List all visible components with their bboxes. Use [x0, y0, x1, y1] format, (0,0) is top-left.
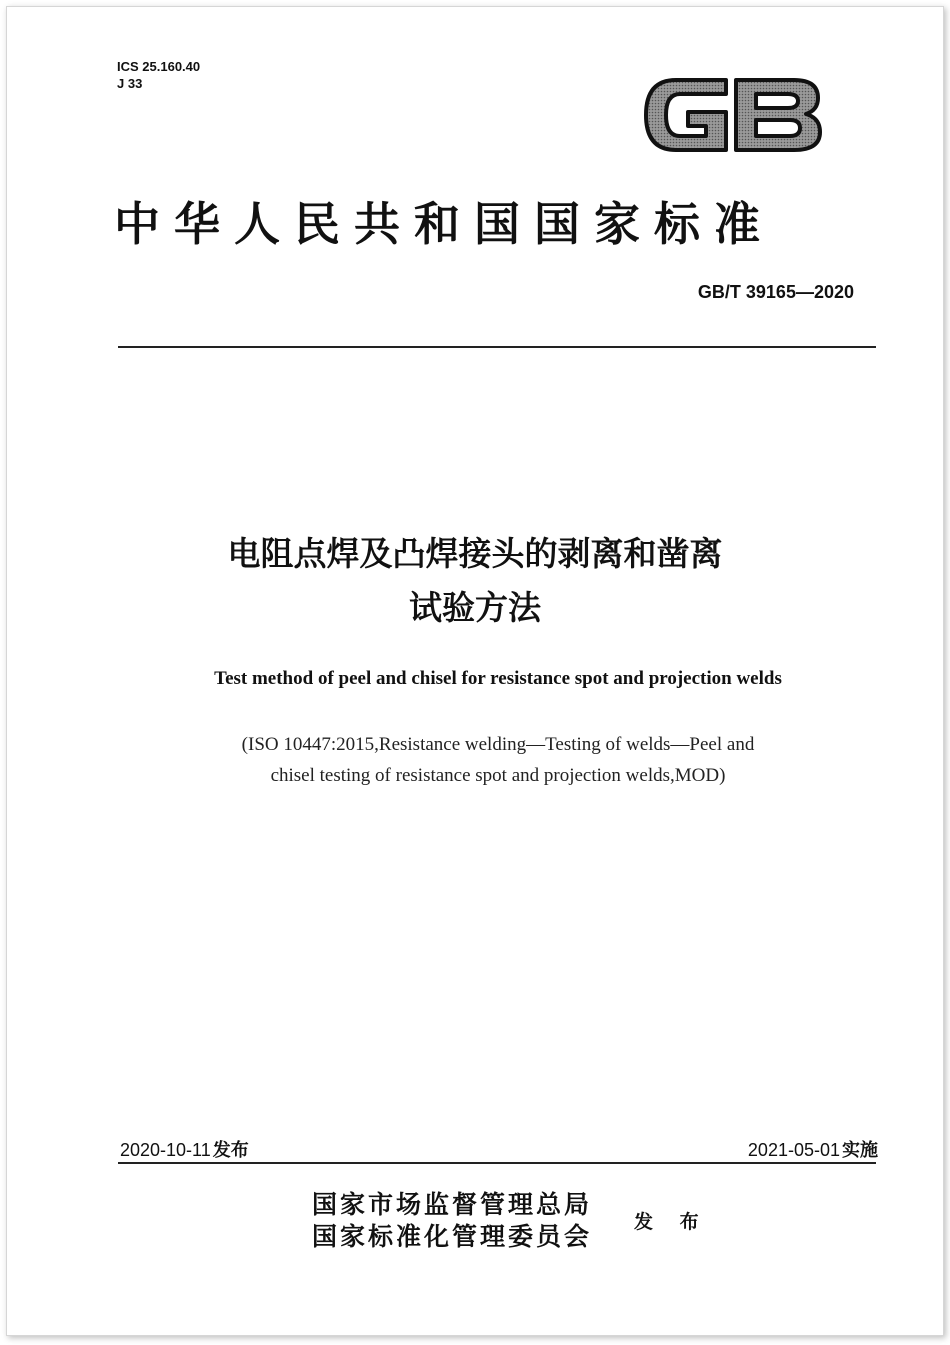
classification-codes	[117, 58, 200, 92]
english-title: Test method of peel and chisel for resistance spot and projection welds	[214, 668, 782, 689]
iso-reference	[0, 729, 950, 791]
publish-label: 发 布	[634, 1211, 709, 1233]
issue-label: 发布	[212, 1140, 249, 1160]
issue-date: 2020-10-11	[120, 1140, 211, 1160]
ics-code: ICS 25.160.40	[117, 59, 201, 74]
footer-divider	[118, 1162, 876, 1164]
national-standard-heading: 中华人民共和国国家标准	[114, 197, 774, 251]
gb-emblem-icon	[636, 66, 826, 164]
issuer-samr: 国家市场监督管理总局	[312, 1190, 593, 1219]
effective-label: 实施	[842, 1140, 878, 1160]
ccs-code: J 33	[117, 76, 143, 91]
effective-date: 2021-05-01	[747, 1140, 840, 1160]
iso-reference-line-1: (ISO 10447:2015,Resistance welding—Testing of welds—Peel and	[241, 734, 755, 755]
chinese-title-line-2: 试验方法	[409, 588, 541, 627]
issuer-sac: 国家标准化管理委员会	[312, 1222, 593, 1251]
standard-number: GB/T 39165—2020	[697, 282, 854, 302]
chinese-title-line-1: 电阻点焊及凸焊接头的剥离和凿离	[227, 534, 723, 573]
iso-reference-line-2: chisel testing of resistance spot and projection welds,MOD)	[270, 765, 726, 786]
issuing-authorities	[312, 1189, 592, 1253]
chinese-title	[0, 527, 950, 635]
effective-date-block	[748, 1136, 878, 1162]
issue-date-block	[120, 1136, 249, 1162]
header-divider	[118, 346, 876, 348]
